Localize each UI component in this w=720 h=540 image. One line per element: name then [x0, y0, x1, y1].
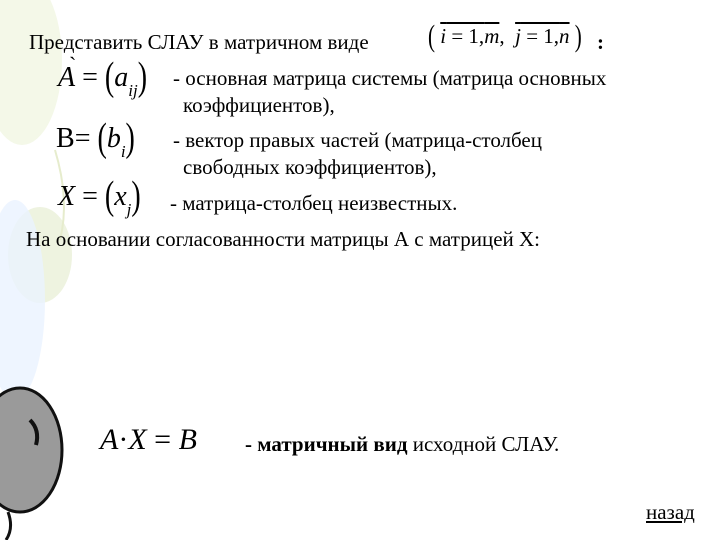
element-a: a [114, 62, 129, 93]
vector-b-formula [56, 115, 135, 161]
balloon-top [0, 0, 62, 145]
close-paren: ) [137, 54, 148, 100]
balloon-bottom [0, 388, 62, 512]
equals: = [75, 62, 105, 93]
index-j-range: = 1, [520, 24, 560, 48]
vector-b-symbol: B [56, 123, 75, 154]
matrix-a-symbol: ` A [58, 62, 75, 94]
index-n: $\overline{n}$ [559, 24, 570, 48]
matrix-a-desc-2: коэффициентов), [183, 93, 335, 117]
close-paren: ) [125, 115, 135, 161]
element-b: b [106, 123, 121, 154]
equals: = [74, 123, 91, 154]
index-i: $\overline{i}$ [440, 24, 447, 48]
equals: = [75, 181, 105, 212]
vector-x-symbol: X [58, 181, 76, 212]
subscript-ij: ij [128, 81, 138, 100]
final-desc-bold: - матричный вид [245, 432, 408, 456]
index-range-formula [428, 18, 582, 54]
matrix-a-formula [58, 54, 148, 100]
final-dot: · [118, 423, 129, 456]
vector-b-desc-2: свободных коэффициентов), [183, 155, 437, 179]
open-paren: ( [104, 54, 115, 100]
open-paren: ( [104, 173, 115, 219]
basis-text: На основании согласованности матрицы А с матрицей Х: [26, 227, 540, 251]
vector-b-desc-1: - вектор правых частей (матрица-столбец [173, 128, 542, 152]
final-formula [100, 423, 197, 457]
close-paren: ) [131, 173, 141, 219]
final-a: A [100, 423, 119, 456]
back-link[interactable]: назад [646, 500, 695, 524]
index-m: $\overline{m}$ [484, 24, 500, 48]
subscript-j: j [126, 200, 132, 219]
vector-x-formula [58, 173, 141, 219]
balloon-knot [6, 512, 11, 540]
final-desc [245, 432, 559, 456]
final-b: B [178, 423, 197, 456]
matrix-a-desc-1: - основная матрица системы (матрица основных [173, 66, 607, 90]
open-paren: ( [97, 115, 107, 161]
index-j: $\overline{j}$ [515, 24, 521, 48]
subscript-i: i [120, 142, 126, 161]
index-comma: , [499, 24, 505, 48]
element-x: x [114, 181, 127, 212]
vector-x-desc: - матрица-столбец неизвестных. [170, 191, 458, 215]
intro-text: Представить СЛАУ в матричном виде [29, 30, 369, 54]
colon: : [597, 30, 604, 54]
open-paren: ( [428, 18, 435, 54]
index-i-range: = 1, [446, 24, 485, 48]
close-paren: ) [574, 18, 582, 54]
final-desc-rest: исходной СЛАУ. [407, 432, 560, 456]
final-equals: = [146, 423, 179, 456]
final-x: X [128, 423, 147, 456]
